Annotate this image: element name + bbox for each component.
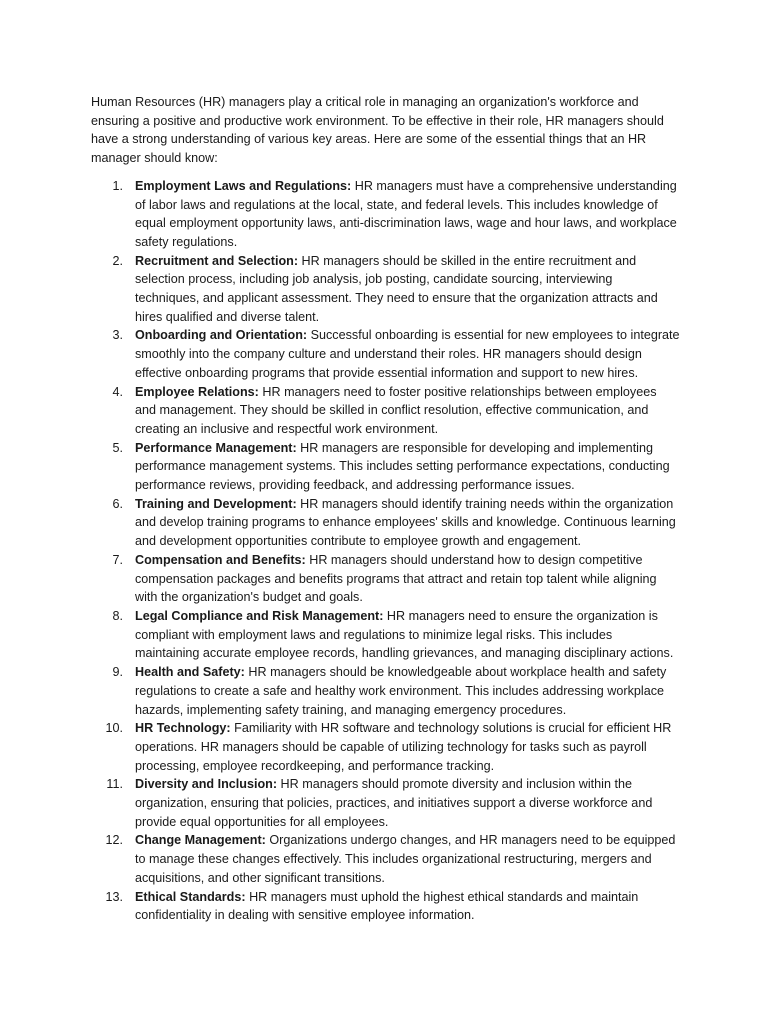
list-item	[91, 439, 680, 495]
item-text: HR managers should identify training needs within the organization and develop training programs to enhance employees' skills and knowledge. Continuous learning and development opportunities contribute to employee growth and engagement.	[135, 496, 676, 549]
item-term: Employment Laws and Regulations:	[135, 178, 352, 193]
item-number: 2.	[112, 253, 123, 268]
item-text: HR managers should be knowledgeable about workplace health and safety regulations to create a safe and healthy work environment. This includes addressing workplace hazards, implementing safety training, and managing emergency procedures.	[135, 665, 667, 717]
item-number: 5.	[112, 440, 123, 455]
list-item	[91, 326, 680, 382]
item-text: HR managers must uphold the highest ethical standards and maintain confidentiality in dealing with sensitive employee information.	[135, 889, 639, 923]
item-text: HR managers need to foster positive relationships between employees and management. They should be skilled in conflict resolution, effective communication, and creating an inclusive and respectful work environment.	[135, 384, 657, 436]
item-term: Legal Compliance and Risk Management:	[135, 608, 384, 623]
item-number: 11.	[106, 777, 123, 792]
item-term: Employee Relations:	[135, 384, 259, 399]
key-areas-list	[91, 177, 680, 925]
list-item	[91, 177, 680, 252]
item-term: Diversity and Inclusion:	[135, 777, 278, 792]
item-term: Ethical Standards:	[135, 889, 246, 904]
list-item	[91, 252, 680, 327]
item-number: 12.	[105, 833, 123, 848]
item-number: 4.	[112, 384, 123, 399]
item-text: Familiarity with HR software and technology solutions is crucial for efficient HR operations. HR managers should be capable of utilizing technology for tasks such as payroll processing, employee recordkeeping, and performance tracking.	[135, 721, 672, 773]
list-item	[91, 775, 680, 831]
item-number: 1.	[112, 178, 123, 193]
item-number: 3.	[112, 328, 123, 343]
item-term: Performance Management:	[135, 440, 297, 455]
item-term: Change Management:	[135, 833, 266, 848]
item-number: 8.	[112, 608, 123, 623]
list-item	[91, 495, 680, 551]
item-number: 7.	[112, 552, 123, 567]
item-term: HR Technology:	[135, 721, 231, 736]
list-item	[91, 607, 680, 663]
item-text: HR managers should understand how to design competitive compensation packages and benefits programs that attract and retain top talent while aligning with the organization's budget and goals.	[135, 552, 657, 605]
item-text: HR managers must have a comprehensive understanding of labor laws and regulations at the local, state, and federal levels. This includes knowledge of equal employment opportunity laws, anti-discrimination laws, wage and hour laws, and workplace safety regulations.	[135, 178, 677, 249]
item-text: Organizations undergo changes, and HR managers need to be equipped to manage these changes effectively. This includes organizational restructuring, mergers and acquisitions, and other significant transitions.	[135, 833, 676, 885]
item-number: 6.	[112, 496, 123, 511]
item-term: Compensation and Benefits:	[135, 552, 306, 567]
list-item	[91, 551, 680, 607]
item-number: 10.	[105, 721, 123, 736]
list-item	[91, 831, 680, 887]
item-text: Successful onboarding is essential for new employees to integrate smoothly into the company culture and understand their roles. HR managers should design effective onboarding programs that provide essential information and support to new hires.	[135, 328, 680, 380]
item-text: HR managers are responsible for developing and implementing performance management systems. This includes setting performance expectations, conducting performance reviews, providing feedback, and addressing performance issues.	[135, 440, 670, 493]
list-item	[91, 719, 680, 775]
item-term: Recruitment and Selection:	[135, 253, 299, 268]
item-text: HR managers need to ensure the organization is compliant with employment laws and regulations to minimize legal risks. This includes maintaining accurate employee records, handling grievances, and managing disciplinary actions.	[135, 608, 674, 661]
item-term: Onboarding and Orientation:	[135, 328, 308, 343]
item-term: Training and Development:	[135, 496, 297, 511]
item-number: 9.	[112, 665, 123, 680]
list-item	[91, 383, 680, 439]
item-number: 13.	[105, 889, 123, 904]
list-item	[91, 888, 680, 925]
item-term: Health and Safety:	[135, 665, 245, 680]
intro-paragraph: Human Resources (HR) managers play a critical role in managing an organization's workforce and ensuring a positive and productive work environment. To be effective in their role, HR managers should have a strong understanding of various key areas. Here are some of the essential things that an HR manager should know:	[91, 95, 664, 166]
item-text: HR managers should promote diversity and inclusion within the organization, ensuring that policies, practices, and initiatives support a diverse workforce and provide equal opportunities for all employees.	[135, 777, 653, 829]
item-text: HR managers should be skilled in the entire recruitment and selection process, including job analysis, job posting, candidate sourcing, interviewing techniques, and applicant assessment. They need to ensure that the organization attracts and hires qualified and diverse talent.	[135, 253, 658, 324]
list-item	[91, 663, 680, 719]
